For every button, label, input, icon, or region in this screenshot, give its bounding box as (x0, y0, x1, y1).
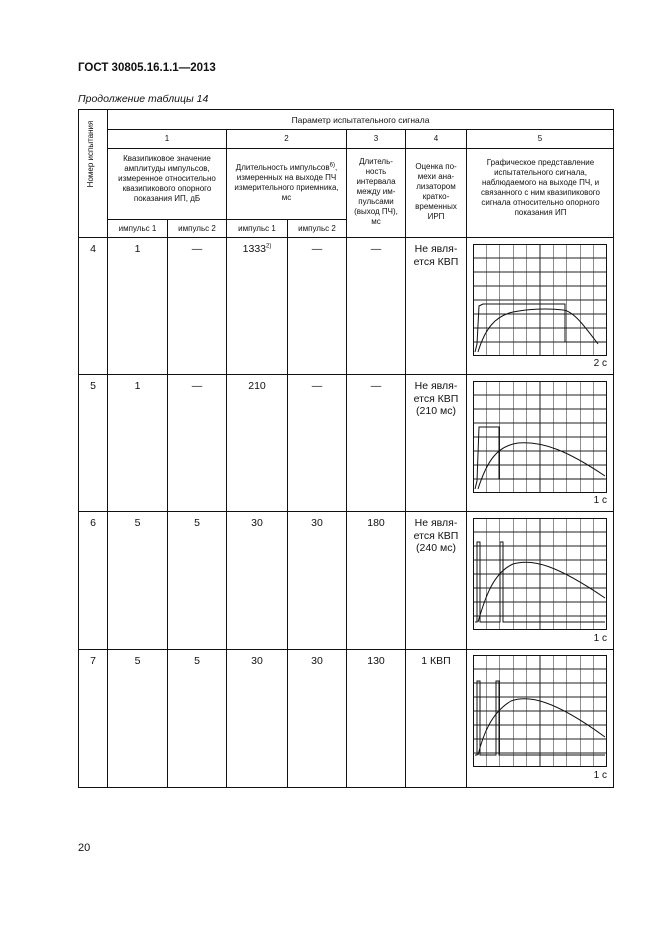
interval-header: Длитель-ность интервала между им-пульсами (выход ПЧ), мс (354, 157, 398, 226)
duration-pulse-2: — (311, 243, 323, 255)
amplitude-pulse-2: — (191, 380, 203, 392)
time-scale-label: 1 с (593, 495, 607, 506)
amplitude-pulse-1: 5 (134, 517, 141, 529)
interval-value: 130 (367, 655, 385, 667)
oscillogram (473, 518, 607, 630)
amplitude-pulse-1: 5 (134, 655, 141, 667)
evaluation-value: 1 КВП (421, 655, 451, 667)
evaluation-value: Не явля-ется КВП (240 мс) (413, 517, 459, 554)
time-scale-label: 2 с (593, 358, 607, 369)
scope-grid (473, 655, 607, 767)
duration-pulse-1: 210 (248, 380, 266, 392)
graphic-header: Графическое представление испытательного сигнала, наблюдаемого на выходе ПЧ, и связанного с ним квазипикового сигнала относительно опорного показания ИП (481, 158, 600, 217)
duration-pulse-1: 30 (251, 655, 263, 667)
subheader-amp-pulse-1: импульс 1 (118, 224, 157, 233)
interval-value: — (370, 380, 382, 392)
duration-pulse-1: 30 (251, 517, 263, 529)
quasi-peak-trace (478, 443, 605, 489)
duration-pulse-2: 30 (311, 517, 323, 529)
document-title: ГОСТ 30805.16.1.1—2013 (78, 62, 216, 74)
col-number-3: 3 (373, 134, 379, 143)
quasi-peak-trace (478, 562, 605, 622)
scope-grid (473, 518, 607, 630)
amplitude-pulse-2: 5 (194, 517, 200, 529)
time-scale-label: 1 с (593, 633, 607, 644)
test-number-header: Номер испытания (86, 120, 95, 188)
oscillogram (473, 381, 607, 493)
duration-pulse-2: 30 (311, 655, 323, 667)
scope-grid (473, 381, 607, 493)
row-number: 6 (90, 517, 96, 529)
page-number: 20 (78, 842, 91, 854)
row-number: 7 (90, 655, 96, 667)
evaluation-header: Оценка по-мехи ана-лизатором кратко-временных ИРП (415, 162, 457, 221)
amplitude-pulse-2: 5 (194, 655, 200, 667)
table-continuation-caption: Продолжение таблицы 14 (78, 93, 209, 105)
interval-value: — (370, 243, 382, 255)
col-number-4: 4 (433, 134, 439, 143)
subheader-dur-pulse-2: импульс 2 (298, 224, 336, 233)
row-number: 5 (90, 380, 96, 392)
amplitude-pulse-2: — (191, 243, 203, 255)
col-number-5: 5 (537, 134, 543, 143)
amplitude-pulse-1: 1 (134, 380, 141, 392)
quasi-peak-trace (478, 699, 605, 755)
amplitude-header: Квазипиковое значение амплитуды импульсов, измеренное относительно квазипикового опорного показания ИП, дБ (118, 154, 216, 203)
duration-pulse-2: — (311, 380, 323, 392)
amplitude-pulse-1: 1 (134, 243, 141, 255)
col-number-2: 2 (284, 134, 289, 143)
parameter-header: Параметр испытательного сигнала (291, 115, 430, 125)
time-scale-label: 1 с (593, 770, 607, 781)
oscillogram (473, 655, 607, 767)
subheader-dur-pulse-1: импульс 1 (238, 224, 276, 233)
row-number: 4 (90, 243, 96, 255)
oscillogram (473, 244, 607, 356)
col-number-1: 1 (164, 134, 170, 143)
scope-grid (473, 244, 607, 356)
evaluation-value: Не явля-ется КВП (210 мс) (413, 380, 459, 417)
duration-header: Длительность импульсов$^{6)}$, измеренных на выходе ПЧ измерительного приемника, мс (234, 162, 339, 202)
interval-value: 180 (367, 517, 385, 529)
duration-pulse-1: 1333$^{2)}$ (242, 243, 272, 255)
subheader-amp-pulse-2: импульс 2 (178, 224, 216, 233)
evaluation-value: Не явля-ется КВП (413, 243, 459, 268)
